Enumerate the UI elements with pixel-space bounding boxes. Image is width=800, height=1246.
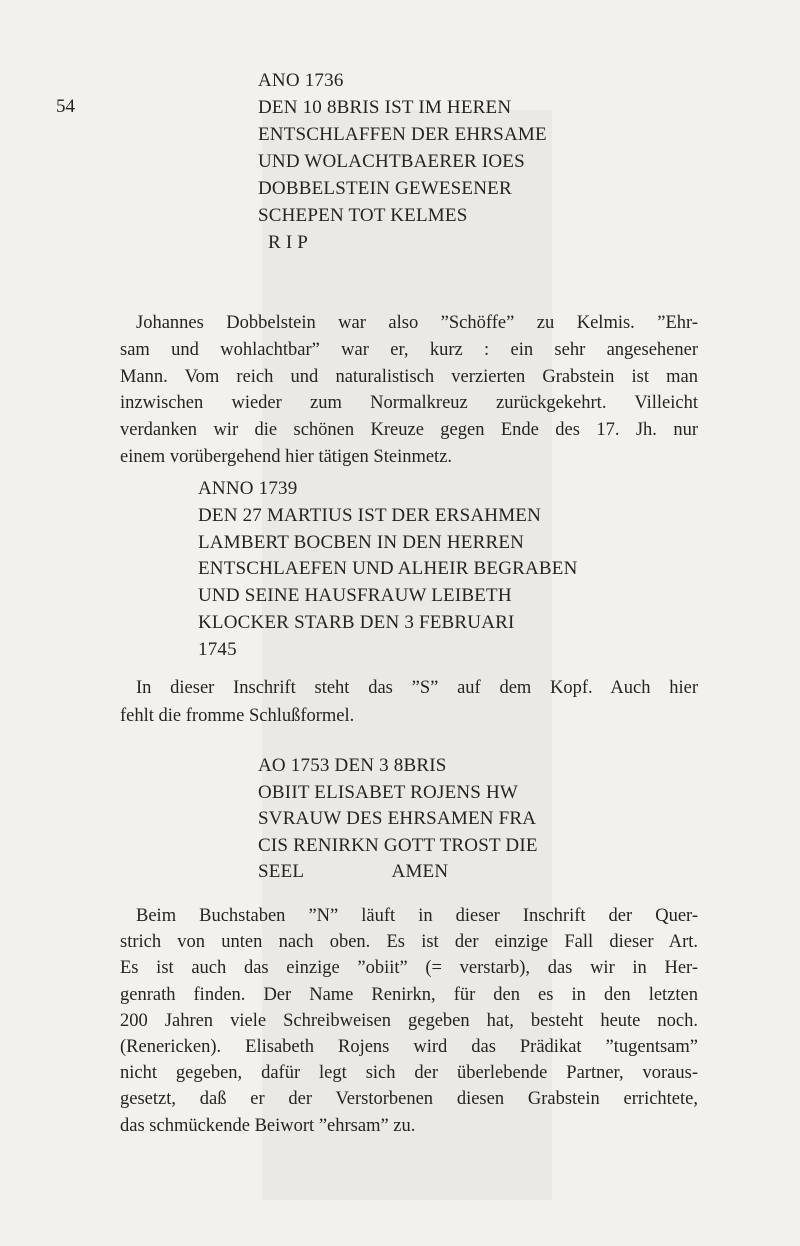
inscription-line: DOBBELSTEIN GEWESENER <box>258 178 512 199</box>
inscription-line: ANO 1736 <box>258 70 344 91</box>
text-line: fehlt die fromme Schlußformel. <box>120 706 355 726</box>
paragraph-buchstaben <box>120 903 698 1139</box>
text-line: Mann. Vom reich und naturalistisch verzierten Grabstein ist man <box>120 366 698 387</box>
text-line: genrath finden. Der Name Renirkn, für den es in den letzten <box>120 984 698 1005</box>
paragraph-inscription-note <box>120 674 698 730</box>
inscription-line: CIS RENIRKN GOTT TROST DIE <box>258 834 538 856</box>
text-line: einem vorübergehend hier tätigen Steinmetz. <box>120 446 453 467</box>
text-line: In dieser Inschrift steht das ”S” auf dem Kopf. Auch hier <box>136 678 698 698</box>
inscription-line: LAMBERT BOCBEN IN DEN HERREN <box>198 531 525 553</box>
inscription-line: SEEL AMEN <box>258 861 449 882</box>
inscription-line: 1745 <box>198 638 237 660</box>
text-line: 200 Jahren viele Schreibweisen gegeben hat, besteht heute noch. <box>120 1010 698 1031</box>
inscription-1736 <box>258 67 547 256</box>
inscription-line: UND SEINE HAUSFRAUW LEIBETH <box>198 585 512 607</box>
inscription-line: AO 1753 DEN 3 8BRIS <box>258 755 447 776</box>
text-line: strich von unten nach oben. Es ist der einzige Fall dieser Art. <box>120 932 698 953</box>
inscription-line: SVRAUW DES EHRSAMEN FRA <box>258 808 537 829</box>
inscription-line: R I P <box>268 232 309 253</box>
text-line: inzwischen wieder zum Normalkreuz zurückgekehrt. Villeicht <box>120 393 698 414</box>
text-line: verdanken wir die schönen Kreuze gegen Ende des 17. Jh. nur <box>120 420 698 441</box>
inscription-line: OBIIT ELISABET ROJENS HW <box>258 781 519 803</box>
text-line: nicht gegeben, dafür legt sich der überlebende Partner, voraus- <box>120 1063 698 1084</box>
page-number: 54 <box>56 96 75 117</box>
inscription-1753 <box>258 753 538 886</box>
text-line: Johannes Dobbelstein war also ”Schöffe” zu Kelmis. ”Ehr- <box>136 313 698 333</box>
text-line: gesetzt, daß er der Verstorbenen diesen Grabstein errichtete, <box>120 1089 698 1110</box>
inscription-line: KLOCKER STARB DEN 3 FEBRUARI <box>198 611 515 633</box>
text-line: (Renericken). Elisabeth Rojens wird das Prädikat ”tugentsam” <box>120 1037 698 1058</box>
inscription-line: ENTSCHLAEFEN UND ALHEIR BEGRABEN <box>198 558 578 580</box>
inscription-line: SCHEPEN TOT KELMES <box>258 205 468 226</box>
inscription-1739 <box>198 476 578 664</box>
inscription-line: ENTSCHLAFFEN DER EHRSAME <box>258 124 547 145</box>
text-line: Beim Buchstaben ”N” läuft in dieser Inschrift der Quer- <box>136 906 698 926</box>
text-line: sam und wohlachtbar” war er, kurz : ein sehr angesehener <box>120 339 698 360</box>
inscription-line: UND WOLACHTBAERER IOES <box>258 151 525 172</box>
inscription-line: DEN 27 MARTIUS IST DER ERSAHMEN <box>198 504 542 526</box>
text-line: das schmückende Beiwort ”ehrsam” zu. <box>120 1115 416 1136</box>
paragraph-dobbelstein <box>120 310 698 471</box>
inscription-line: ANNO 1739 <box>198 478 298 499</box>
text-line: Es ist auch das einzige ”obiit” (= verstarb), das wir in Her- <box>120 958 698 979</box>
inscription-line: DEN 10 8BRIS IST IM HEREN <box>258 97 512 118</box>
